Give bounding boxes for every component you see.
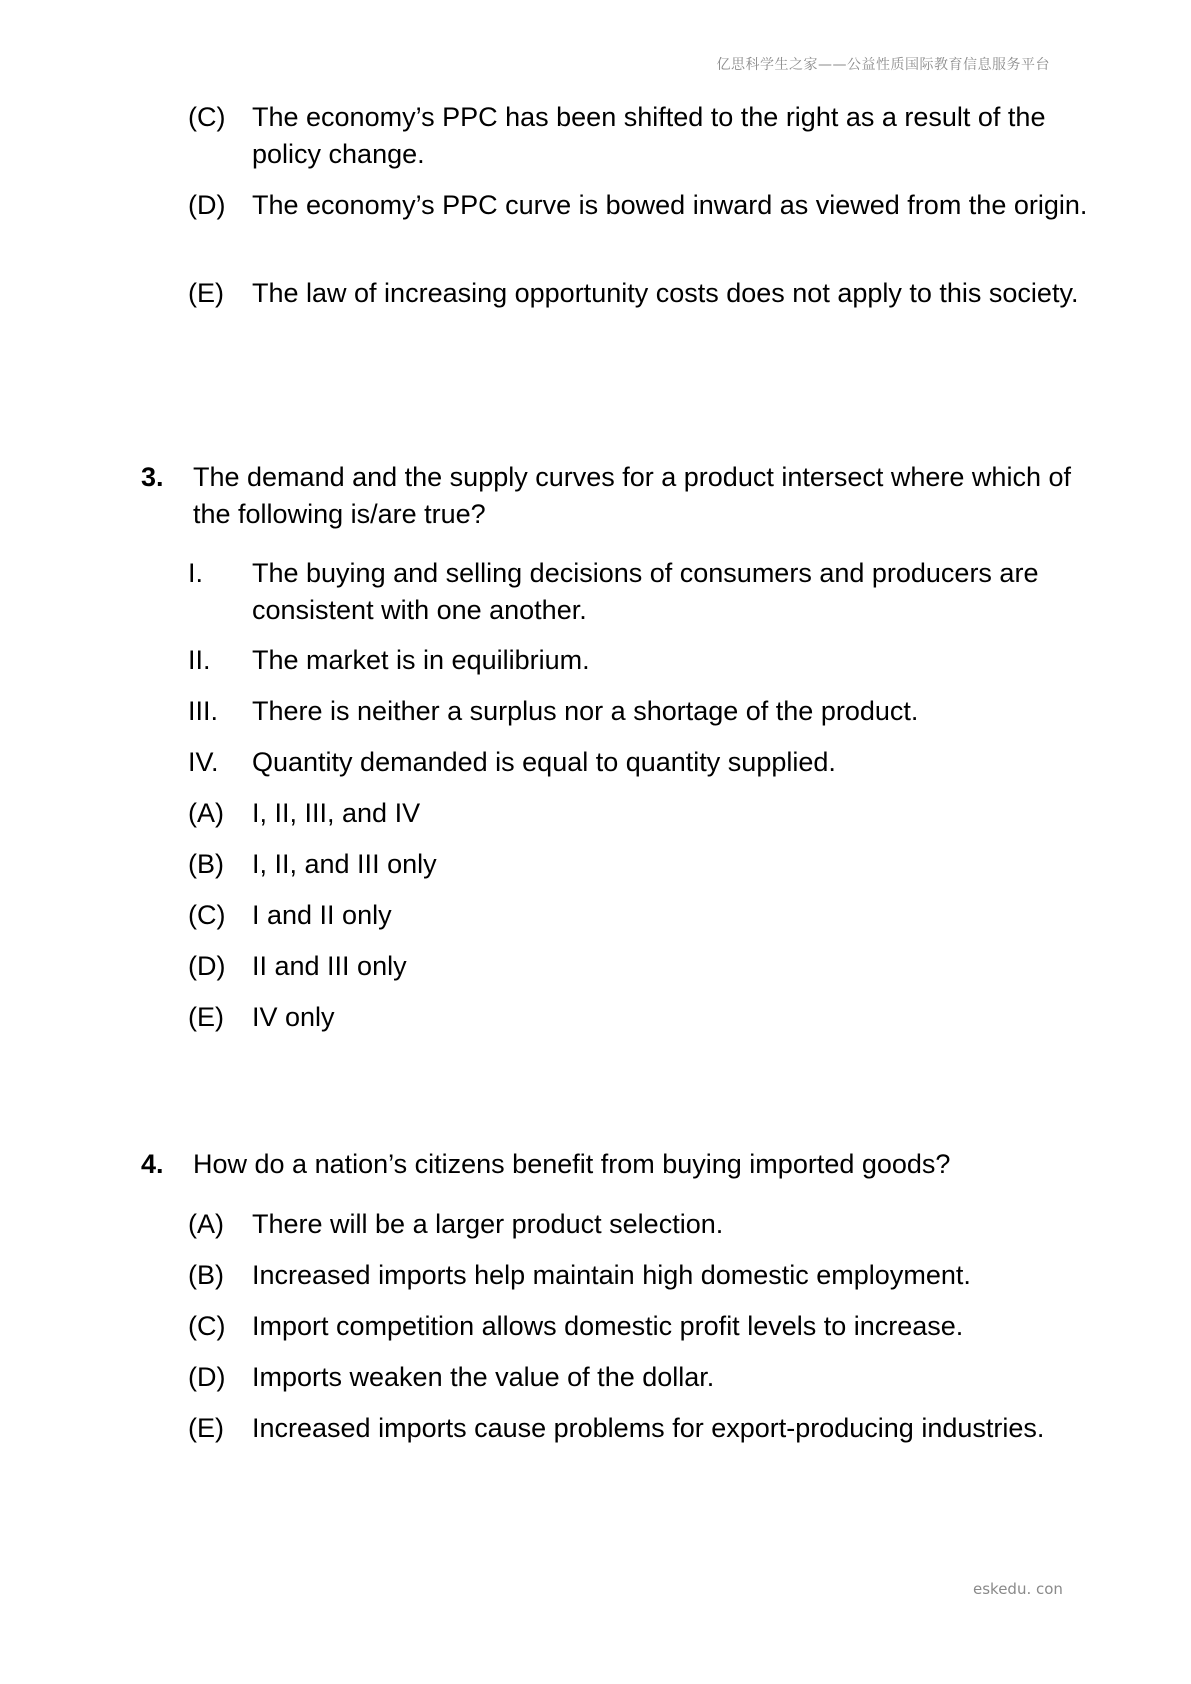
q3-statement-4 — [188, 744, 1108, 781]
q3-option-a[interactable] — [188, 795, 1108, 832]
q4-option-a[interactable] — [188, 1206, 1108, 1243]
option-label: (C) — [188, 102, 226, 132]
option-label: (A) — [188, 798, 224, 828]
page-header: 亿思科学生之家——公益性质国际教育信息服务平台 — [716, 57, 1050, 73]
page-footer: eskedu. con — [973, 1580, 1063, 1598]
statement-text: The buying and selling decisions of consumers and producers are consistent with one another. — [252, 558, 1039, 625]
option-text: Import competition allows domestic profit levels to increase. — [252, 1311, 964, 1341]
option-text: The economy’s PPC has been shifted to the right as a result of the policy change. — [252, 102, 1046, 169]
statement-label: II. — [188, 645, 211, 675]
statement-label: III. — [188, 696, 219, 726]
q3-statement-3 — [188, 693, 1108, 730]
q4-option-d[interactable] — [188, 1359, 1108, 1396]
question-3 — [141, 459, 1101, 533]
question-text: The demand and the supply curves for a product intersect where which of the following is/are true? — [193, 462, 1071, 529]
statement-text: There is neither a surplus nor a shortage of the product. — [252, 696, 919, 726]
statement-text: Quantity demanded is equal to quantity supplied. — [252, 747, 836, 777]
option-text: There will be a larger product selection. — [252, 1209, 724, 1239]
option-label: (B) — [188, 1260, 224, 1290]
option-text: I and II only — [252, 900, 392, 930]
option-label: (D) — [188, 951, 226, 981]
option-label: (E) — [188, 1002, 224, 1032]
q3-statement-2 — [188, 642, 1108, 679]
option-text: Imports weaken the value of the dollar. — [252, 1362, 715, 1392]
q3-statement-1 — [188, 555, 1108, 629]
option-text: I, II, III, and IV — [252, 798, 421, 828]
q2-option-d[interactable] — [188, 187, 1108, 224]
option-text: Increased imports cause problems for export-producing industries. — [252, 1413, 1045, 1443]
question-text: How do a nation’s citizens benefit from buying imported goods? — [193, 1149, 951, 1179]
option-text: IV only — [252, 1002, 335, 1032]
q4-option-e[interactable] — [188, 1410, 1108, 1447]
option-text: The economy’s PPC curve is bowed inward as viewed from the origin. — [252, 190, 1088, 220]
statement-text: The market is in equilibrium. — [252, 645, 590, 675]
q4-option-c[interactable] — [188, 1308, 1108, 1345]
statement-label: IV. — [188, 747, 219, 777]
option-text: Increased imports help maintain high domestic employment. — [252, 1260, 971, 1290]
q3-option-d[interactable] — [188, 948, 1108, 985]
question-number: 4. — [141, 1149, 164, 1179]
option-label: (E) — [188, 1413, 224, 1443]
option-label: (B) — [188, 849, 224, 879]
option-label: (D) — [188, 1362, 226, 1392]
option-text: I, II, and III only — [252, 849, 437, 879]
option-text: The law of increasing opportunity costs does not apply to this society. — [252, 278, 1079, 308]
option-label: (C) — [188, 900, 226, 930]
option-label: (E) — [188, 278, 224, 308]
option-label: (D) — [188, 190, 226, 220]
option-text: II and III only — [252, 951, 407, 981]
q3-option-c[interactable] — [188, 897, 1108, 934]
question-number: 3. — [141, 462, 164, 492]
q4-option-b[interactable] — [188, 1257, 1108, 1294]
question-4 — [141, 1146, 1101, 1183]
q3-option-e[interactable] — [188, 999, 1108, 1036]
option-label: (C) — [188, 1311, 226, 1341]
q3-option-b[interactable] — [188, 846, 1108, 883]
q2-option-e[interactable] — [188, 275, 1108, 312]
statement-label: I. — [188, 558, 204, 588]
q2-option-c[interactable] — [188, 99, 1108, 173]
option-label: (A) — [188, 1209, 224, 1239]
